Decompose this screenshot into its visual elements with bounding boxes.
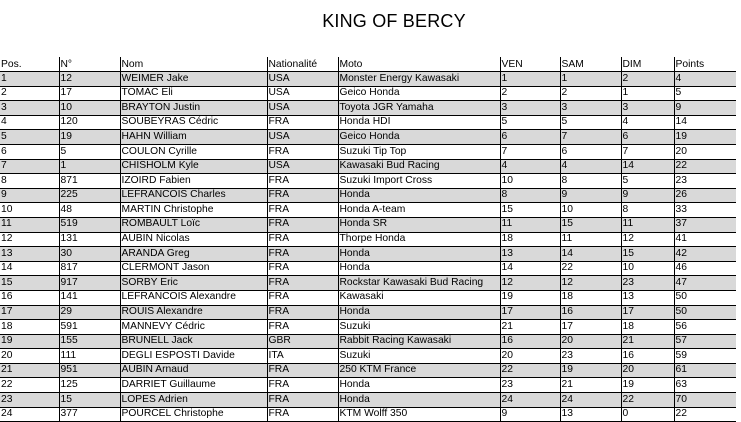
cell-pos: 23 [0,393,59,408]
cell-bike: Geico Honda [338,86,500,101]
cell-pos: 18 [0,320,59,335]
cell-sam: 23 [560,349,621,364]
column-header-ven: VEN [500,57,560,72]
cell-dim: 20 [621,363,674,378]
cell-ven: 10 [500,174,560,189]
cell-sam: 2 [560,86,621,101]
table-row [0,305,736,320]
cell-dim: 17 [621,305,674,320]
cell-number: 29 [59,305,120,320]
cell-nationality: FRA [267,320,338,335]
cell-number: 15 [59,393,120,408]
cell-ven: 7 [500,144,560,159]
cell-pos: 11 [0,217,59,232]
table-row [0,130,736,145]
cell-pos: 24 [0,407,59,422]
cell-sam: 1 [560,72,621,87]
cell-sam: 14 [560,247,621,262]
cell-name: CHISHOLM Kyle [120,159,267,174]
cell-ven: 18 [500,232,560,247]
cell-bike: 250 KTM France [338,363,500,378]
cell-nationality: USA [267,101,338,116]
cell-nationality: FRA [267,290,338,305]
cell-dim: 0 [621,407,674,422]
cell-name: TOMAC Eli [120,86,267,101]
cell-dim: 12 [621,232,674,247]
cell-bike: Suzuki Tip Top [338,144,500,159]
cell-dim: 21 [621,334,674,349]
cell-ven: 23 [500,378,560,393]
cell-ven: 1 [500,72,560,87]
cell-sam: 5 [560,115,621,130]
cell-points: 50 [674,305,736,320]
cell-sam: 7 [560,130,621,145]
page-title: KING OF BERCY [322,11,466,31]
cell-ven: 15 [500,203,560,218]
cell-name: LOPES Adrien [120,393,267,408]
cell-nationality: USA [267,159,338,174]
cell-nationality: FRA [267,378,338,393]
table-row [0,101,736,116]
cell-name: MANNEVY Cédric [120,320,267,335]
table-row [0,334,736,349]
cell-nationality: FRA [267,247,338,262]
cell-pos: 13 [0,247,59,262]
cell-pos: 14 [0,261,59,276]
cell-name: DARRIET Guillaume [120,378,267,393]
cell-pos: 9 [0,188,59,203]
cell-ven: 3 [500,101,560,116]
cell-nationality: FRA [267,305,338,320]
cell-points: 50 [674,290,736,305]
cell-number: 120 [59,115,120,130]
table-row [0,378,736,393]
cell-name: POURCEL Christophe [120,407,267,422]
column-header-name: Nom [120,57,267,72]
table-row [0,290,736,305]
cell-number: 125 [59,378,120,393]
cell-bike: Geico Honda [338,130,500,145]
cell-name: LEFRANCOIS Alexandre [120,290,267,305]
cell-pos: 6 [0,144,59,159]
table-row [0,217,736,232]
column-header-dim: DIM [621,57,674,72]
cell-number: 225 [59,188,120,203]
cell-name: HAHN William [120,130,267,145]
cell-number: 917 [59,276,120,291]
cell-number: 1 [59,159,120,174]
table-row [0,188,736,203]
column-header-pos: Pos. [0,57,59,72]
cell-points: 46 [674,261,736,276]
cell-ven: 16 [500,334,560,349]
cell-number: 817 [59,261,120,276]
cell-dim: 7 [621,144,674,159]
cell-bike: Honda SR [338,217,500,232]
cell-sam: 18 [560,290,621,305]
table-row [0,276,736,291]
cell-bike: Honda HDI [338,115,500,130]
cell-points: 41 [674,232,736,247]
cell-pos: 10 [0,203,59,218]
table-row [0,203,736,218]
cell-points: 22 [674,407,736,422]
cell-name: SORBY Eric [120,276,267,291]
cell-points: 57 [674,334,736,349]
cell-sam: 9 [560,188,621,203]
cell-points: 4 [674,72,736,87]
table-row [0,393,736,408]
cell-pos: 1 [0,72,59,87]
cell-ven: 2 [500,86,560,101]
cell-points: 47 [674,276,736,291]
cell-pos: 4 [0,115,59,130]
cell-nationality: FRA [267,174,338,189]
cell-dim: 15 [621,247,674,262]
cell-sam: 10 [560,203,621,218]
cell-nationality: FRA [267,188,338,203]
cell-pos: 12 [0,232,59,247]
cell-ven: 8 [500,188,560,203]
cell-ven: 14 [500,261,560,276]
cell-name: BRUNELL Jack [120,334,267,349]
table-row [0,144,736,159]
cell-points: 42 [674,247,736,262]
cell-dim: 8 [621,203,674,218]
cell-ven: 13 [500,247,560,262]
cell-nationality: USA [267,130,338,145]
table-header-row [0,57,736,72]
cell-name: AUBIN Arnaud [120,363,267,378]
cell-pos: 8 [0,174,59,189]
cell-dim: 13 [621,290,674,305]
cell-dim: 2 [621,72,674,87]
cell-pos: 20 [0,349,59,364]
cell-points: 22 [674,159,736,174]
cell-ven: 20 [500,349,560,364]
cell-bike: Toyota JGR Yamaha [338,101,500,116]
cell-bike: KTM Wolff 350 [338,407,500,422]
cell-name: WEIMER Jake [120,72,267,87]
cell-name: IZOIRD Fabien [120,174,267,189]
cell-points: 63 [674,378,736,393]
cell-points: 23 [674,174,736,189]
cell-sam: 16 [560,305,621,320]
cell-ven: 22 [500,363,560,378]
cell-name: ROUIS Alexandre [120,305,267,320]
cell-sam: 22 [560,261,621,276]
cell-name: ROMBAULT Loïc [120,217,267,232]
cell-bike: Suzuki [338,349,500,364]
cell-number: 131 [59,232,120,247]
cell-dim: 22 [621,393,674,408]
cell-ven: 11 [500,217,560,232]
cell-nationality: FRA [267,144,338,159]
cell-number: 19 [59,130,120,145]
cell-name: AUBIN Nicolas [120,232,267,247]
cell-nationality: FRA [267,203,338,218]
cell-dim: 3 [621,101,674,116]
cell-bike: Honda [338,305,500,320]
cell-ven: 12 [500,276,560,291]
cell-pos: 7 [0,159,59,174]
cell-ven: 19 [500,290,560,305]
cell-sam: 21 [560,378,621,393]
cell-ven: 9 [500,407,560,422]
cell-nationality: FRA [267,232,338,247]
table-row [0,159,736,174]
cell-number: 5 [59,144,120,159]
table-row [0,349,736,364]
cell-nationality: ITA [267,349,338,364]
cell-sam: 24 [560,393,621,408]
cell-points: 70 [674,393,736,408]
cell-dim: 14 [621,159,674,174]
table-row [0,363,736,378]
cell-bike: Honda A-team [338,203,500,218]
cell-nationality: FRA [267,261,338,276]
cell-number: 17 [59,86,120,101]
table-row [0,407,736,422]
column-header-number: N° [59,57,120,72]
column-header-points: Points [674,57,736,72]
table-row [0,232,736,247]
cell-dim: 16 [621,349,674,364]
cell-bike: Honda [338,247,500,262]
cell-sam: 4 [560,159,621,174]
cell-pos: 3 [0,101,59,116]
cell-ven: 21 [500,320,560,335]
cell-sam: 3 [560,101,621,116]
cell-name: BRAYTON Justin [120,101,267,116]
cell-points: 9 [674,101,736,116]
cell-number: 141 [59,290,120,305]
cell-pos: 16 [0,290,59,305]
cell-points: 37 [674,217,736,232]
cell-name: LEFRANCOIS Charles [120,188,267,203]
cell-nationality: USA [267,72,338,87]
cell-ven: 5 [500,115,560,130]
cell-pos: 15 [0,276,59,291]
cell-number: 871 [59,174,120,189]
cell-points: 26 [674,188,736,203]
cell-dim: 11 [621,217,674,232]
cell-number: 12 [59,72,120,87]
cell-bike: Kawasaki Bud Racing [338,159,500,174]
cell-pos: 2 [0,86,59,101]
cell-pos: 5 [0,130,59,145]
cell-bike: Thorpe Honda [338,232,500,247]
cell-points: 59 [674,349,736,364]
cell-bike: Suzuki [338,320,500,335]
cell-nationality: FRA [267,276,338,291]
cell-bike: Rabbit Racing Kawasaki [338,334,500,349]
cell-bike: Kawasaki [338,290,500,305]
cell-sam: 13 [560,407,621,422]
cell-sam: 11 [560,232,621,247]
cell-dim: 19 [621,378,674,393]
cell-points: 19 [674,130,736,145]
cell-number: 111 [59,349,120,364]
cell-number: 10 [59,101,120,116]
column-header-nationality: Nationalité [267,57,338,72]
cell-sam: 6 [560,144,621,159]
cell-sam: 20 [560,334,621,349]
table-row [0,115,736,130]
cell-bike: Rockstar Kawasaki Bud Racing [338,276,500,291]
cell-number: 519 [59,217,120,232]
cell-points: 61 [674,363,736,378]
table-row [0,320,736,335]
cell-dim: 1 [621,86,674,101]
cell-nationality: USA [267,86,338,101]
table-row [0,72,736,87]
cell-dim: 5 [621,174,674,189]
cell-pos: 21 [0,363,59,378]
cell-sam: 12 [560,276,621,291]
cell-nationality: FRA [267,393,338,408]
cell-sam: 8 [560,174,621,189]
cell-nationality: FRA [267,407,338,422]
table-row [0,247,736,262]
table-row [0,174,736,189]
cell-pos: 17 [0,305,59,320]
cell-dim: 23 [621,276,674,291]
cell-bike: Honda [338,188,500,203]
cell-dim: 9 [621,188,674,203]
cell-points: 5 [674,86,736,101]
cell-nationality: FRA [267,363,338,378]
cell-pos: 22 [0,378,59,393]
table-row [0,261,736,276]
cell-ven: 24 [500,393,560,408]
cell-number: 951 [59,363,120,378]
cell-ven: 4 [500,159,560,174]
column-header-sam: SAM [560,57,621,72]
cell-name: DEGLI ESPOSTI Davide [120,349,267,364]
cell-name: CLERMONT Jason [120,261,267,276]
cell-sam: 19 [560,363,621,378]
cell-bike: Honda [338,261,500,276]
cell-bike: Suzuki Import Cross [338,174,500,189]
cell-ven: 6 [500,130,560,145]
cell-dim: 4 [621,115,674,130]
cell-name: COULON Cyrille [120,144,267,159]
cell-number: 591 [59,320,120,335]
cell-nationality: FRA [267,115,338,130]
cell-number: 377 [59,407,120,422]
cell-nationality: GBR [267,334,338,349]
cell-name: ARANDA Greg [120,247,267,262]
cell-name: MARTIN Christophe [120,203,267,218]
cell-dim: 6 [621,130,674,145]
cell-points: 56 [674,320,736,335]
cell-number: 155 [59,334,120,349]
cell-sam: 15 [560,217,621,232]
cell-dim: 10 [621,261,674,276]
column-header-bike: Moto [338,57,500,72]
cell-points: 33 [674,203,736,218]
cell-points: 20 [674,144,736,159]
cell-sam: 17 [560,320,621,335]
results-table [0,57,736,422]
cell-nationality: FRA [267,217,338,232]
cell-dim: 18 [621,320,674,335]
cell-bike: Honda [338,378,500,393]
cell-number: 30 [59,247,120,262]
table-row [0,86,736,101]
cell-points: 14 [674,115,736,130]
cell-ven: 17 [500,305,560,320]
cell-bike: Honda [338,393,500,408]
cell-bike: Monster Energy Kawasaki [338,72,500,87]
cell-name: SOUBEYRAS Cédric [120,115,267,130]
cell-number: 48 [59,203,120,218]
cell-pos: 19 [0,334,59,349]
